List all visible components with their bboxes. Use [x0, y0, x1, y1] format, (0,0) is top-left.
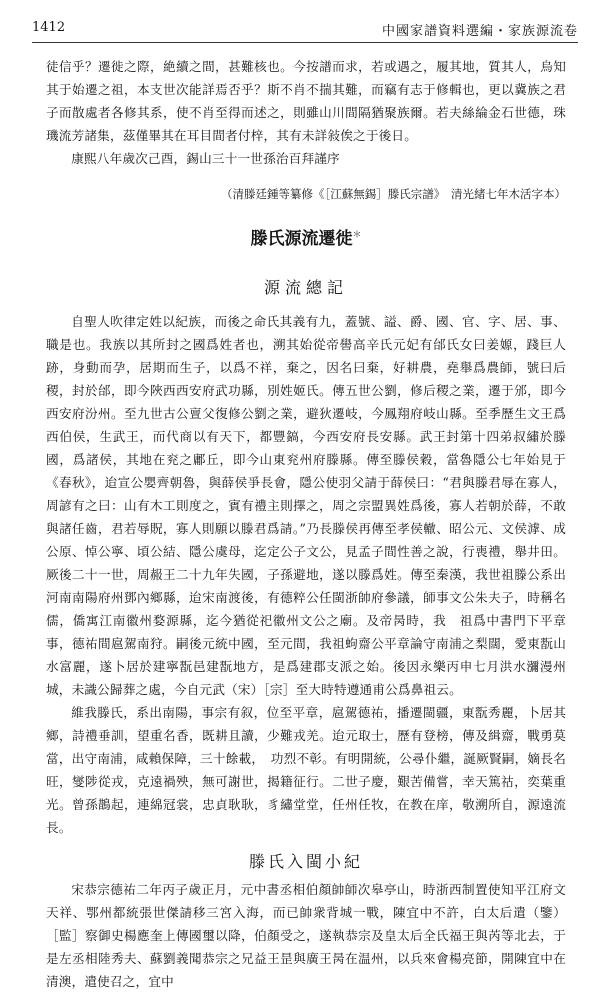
fujian-paragraph-1: 宋恭宗德祐二年丙子歲正月，元中書丞相伯顏帥師次皋亭山，時浙西制置使知平江府文天祥、鄂州都統張世傑請移三宮入海，而已帥衆背城一戰，陳宜中不許，白太后遣（鑒）［監］察御史楊應奎上傳國璽以降，伯顏受之，遂執恭宗及皇太后全氏福王與芮等北去，于是左丞相陸秀夫、蘇劉義聞恭宗之兄益王昰與廣王昺在温州，以兵來會楊亮節，開陳宜中在清澳，遣使召之，宜中 — [46, 882, 566, 989]
subsection-title-fujian: 滕氏入閩小紀 — [248, 852, 363, 871]
preface-signature: 康熙八年歲次己酉，錫山三十一世孫治百拜謹序 — [71, 151, 340, 166]
header-rule — [32, 42, 578, 43]
source-citation: （清滕廷鍾等纂修《［江蘇無錫］滕氏宗譜》 清光緒七年木活字本） — [221, 187, 566, 201]
section-title — [46, 224, 566, 249]
subsection-title-origin: 源流總記 — [263, 278, 348, 297]
running-title: 中國家譜資料選編・家族源流卷 — [381, 24, 578, 39]
page-body — [46, 55, 566, 993]
page-number: 1412 — [32, 20, 66, 35]
footnote-marker: ＊ — [352, 230, 362, 241]
section-title-text: 滕氏源流遷徙 — [250, 229, 353, 249]
page-header — [32, 20, 578, 40]
origin-paragraph-1: 自聖人吹律定姓以紀族，而後之命氏其義有九，蓋號、謚、爵、國、官、字、居、事、職是也。我族以其所封之國爲姓者也，溯其始從帝嚳高辛氏元妃有邰氏女曰姜嫄，踐巨人跡，身動而孕，居期而生子，以爲不祥，棄之，因名曰棄，好耕農，堯舉爲農師，號曰后稷，封於邰，即今陜西西安府武功縣，別姓姬氏。傳五世公劉，修后稷之業，遷于邠，即今西安府汾州。至九世古公亶父復修公劉之業，避狄遷岐，今鳳翔府岐山縣。至季歷生文王爲西伯侯，生武王，而代商以有天下，都豐鎬，今西安府長安縣。武王封第十四弟叔繡於滕國，爲諸侯，其地在兖之鄘丘，即今山東兖州府滕縣。傳至滕侯穀，當魯隱公七年始見于《春秋》，迨宣公嬰齊朝魯，與薛侯爭長會，隱公使羽父請于薛侯曰：“君與滕君辱在寡人，周諺有之曰：山有木工則度之，賓有禮主則擇之，周之宗盟異姓爲後，寡人若朝於薛，不敢與諸任齒，君若辱貺，寡人則願以滕君爲請。”乃長滕侯再傳至孝侯轍、昭公元、文侯滹、成公原、悼公寧、頃公結、隱公虞母，迄定公子文公，見孟子間性善之說，行喪禮，舉井田。厥後二十一世，周赧王二十九年失國，子孫避地，遂以滕爲姓。傳至秦漢，我世祖滕公系出河南南陽府州鄧內鄉縣，迨宋南渡後，有德粹公任閩浙帥府參議，師事文公朱夫子，時稱名儒，僑寓江南徽州婺源縣，迄今猶從祀徽州文公之廟。及帝昺時，我 祖爲中書門下平章事，德祐間扈駕南狩。嗣後元統中國，至元間，我祖蚼齋公平章論守南浦之梨闊，愛東翫山水富麗，遂卜居於建寧翫邑建翫地方，是爲建郡支派之始。後因永樂丙申七月洪水瀰漫州城，未識公歸葬之處，今自元武（宋）［宗］至大時特遵通甫公爲鼻祖云。 — [46, 314, 566, 697]
intro-paragraph: 徒信乎？遷徙之際，絶續之間，甚難核也。今按譜而求，若或遇之，履其地，質其人，烏知其于始遷之祖，本支世次能詳焉否乎？斯不肖不揣其難，而竊有志于修輯也，更以冀族之君子而散處者各修其系，使不肖至得而述之，則雖山川間隔猶聚族爾。若夫絲綸金石世德，珠璣流芳諸集，茲僅畢其在耳目間者付梓，其有未詳敍俟之于後日。 — [46, 59, 566, 143]
origin-paragraph-2: 維我滕氏，系出南陽，事宗有叙，位至平章，扈駕德祐，播遷閩疆，東翫秀麗，卜居其鄉，詩禮垂訓，望重名香，既耕且讀，少難戎羌。迨元取士，歷有登榜，傳及緝齋，戰勇莫當，出守南浦，咸賴保障，三十餘載， 功烈不彰。有明開統，公尋仆繼，誕厥賢嗣，嫡長名旺，燮陟從戎，克遠禍殃，無可謝世，揭籍征行。二世子慶，艱苦備嘗，幸天篤祜，奕葉重光。曾孫鵲起，連綿冠裳，忠貞耿耿，豸繡堂堂，任州任牧，在教在庠，敬溯所自，源遠流長。 — [46, 705, 566, 835]
